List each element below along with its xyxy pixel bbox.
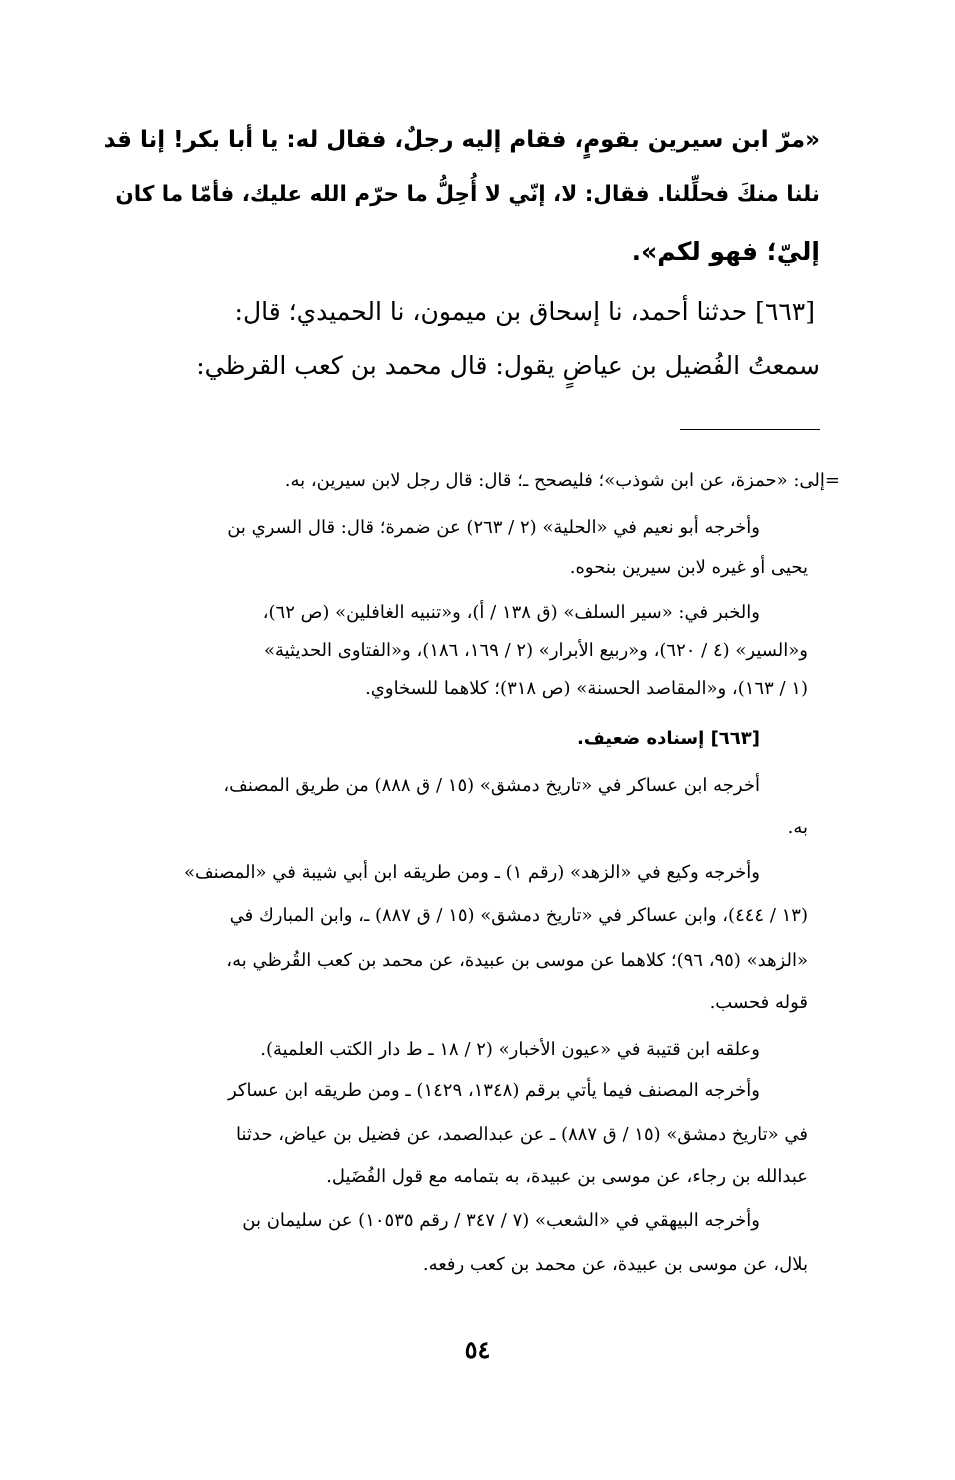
footnote-line: وأخرجه البيهقي في «الشعب» (٧ / ٣٤٧ / رقم ١٠٥٣٥) عن سليمان بن	[242, 1210, 760, 1231]
footnote-heading: [٦٦٣] إسناده ضعيف.	[577, 728, 760, 749]
footnote-line: يحيى أو غيره لابن سيرين بنحوه.	[569, 557, 808, 578]
footnote-line: قوله فحسب.	[709, 992, 808, 1013]
footnote-line: (١ / ١٦٣)، و«المقاصد الحسنة» (ص ٣١٨)؛ كلاهما للسخاوي.	[365, 678, 808, 699]
footnote-line: عبدالله بن رجاء، عن موسى بن عبيدة، به بتمامه مع قول الفُضَيل.	[326, 1166, 808, 1187]
footnote-line: أخرجه ابن عساكر في «تاريخ دمشق» (١٥ / ق ٨٨٨) من طريق المصنف،	[223, 775, 760, 796]
main-line: إليّ؛ فهو لكم».	[631, 237, 820, 266]
page-number: ٥٤	[464, 1335, 491, 1364]
footnote-line: (١٣ / ٤٤٤)، وابن عساكر في «تاريخ دمشق» (١٥ / ق ٨٨٧) ـ، وابن المبارك في	[229, 905, 808, 926]
footnote-line: بلال، عن موسى بن عبيدة، عن محمد بن كعب رفعه.	[422, 1254, 808, 1275]
main-line: «مرّ ابن سيرين بقومٍ، فقام إليه رجلٌ، فقال له: يا أبا بكر! إنا قد	[103, 127, 820, 153]
footnote-line: «الزهد» (٩٥، ٩٦)؛ كلاهما عن موسى بن عبيدة، عن محمد بن كعب القُرظي به،	[226, 950, 808, 971]
footnote-line: والخبر في: «سير السلف» (ق ١٣٨ / أ)، و«تنبيه الغافلين» (ص ٦٢)،	[262, 602, 760, 623]
hadith-chain-line: [٦٦٣] حدثنا أحمد، نا إسحاق بن ميمون، نا الحميدي؛ قال:	[234, 297, 815, 326]
footnote-line: في «تاريخ دمشق» (١٥ / ق ٨٨٧) ـ عن عبدالصمد، عن فضيل بن عياض، حدثنا	[236, 1124, 808, 1145]
footnote-line: =إلى: «حمزة، عن ابن شوذب»؛ فليصحح ـ؛ قال: قال رجل لابن سيرين، به.	[284, 470, 840, 491]
footnote-line: به.	[787, 817, 808, 838]
footnote-line: و«السير» (٤ / ٦٢٠)، و«ربيع الأبرار» (٢ / ١٦٩، ١٨٦)، و«الفتاوى الحديثية»	[263, 640, 808, 661]
footnotes	[100, 0, 840, 1320]
hadith-chain-line: سمعتُ الفُضيل بن عياضٍ يقول: قال محمد بن كعب القرظي:	[196, 351, 820, 380]
footnote-line: وأخرجه أبو نعيم في «الحلية» (٢ / ٢٦٣) عن ضمرة؛ قال: قال السري بن	[227, 517, 760, 538]
main-line: نلنا منكَ فحلِّلنا. فقال: لا، إنّي لا أُحِلُّ ما حرّم الله عليك، فأمّا ما كان	[115, 182, 820, 207]
footnote-line: وعلقه ابن قتيبة في «عيون الأخبار» (٢ / ١٨ ـ ط دار الكتب العلمية).	[260, 1039, 760, 1060]
footnote-line: وأخرجه المصنف فيما يأتي برقم (١٣٤٨، ١٤٢٩) ـ ومن طريقه ابن عساكر	[227, 1080, 760, 1101]
footnote-line: وأخرجه وكيع في «الزهد» (رقم ١) ـ ومن طريقه ابن أبي شيبة في «المصنف»	[183, 862, 760, 883]
